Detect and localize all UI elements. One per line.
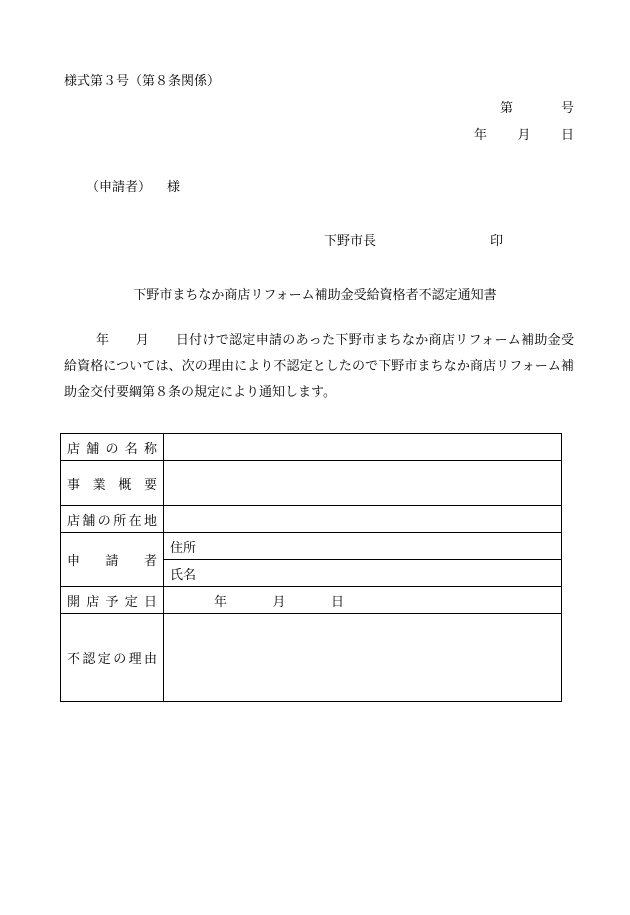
addressee-honorific: 様 — [167, 180, 181, 195]
opening-date-value — [164, 587, 562, 614]
date-day: 日 — [560, 128, 574, 143]
opening-month: 月 — [272, 594, 286, 610]
date-year: 年 — [474, 128, 488, 143]
table-row-store-name — [61, 434, 562, 461]
business-summary-label: 事業概要 — [61, 461, 164, 506]
form-number: 様式第３号（第８条関係） — [64, 74, 221, 89]
store-location-value — [164, 506, 562, 533]
table-row-opening-date — [61, 587, 562, 614]
body-paragraph: 年 月 日付けで認定申請のあった下野市まちなか商店リフォーム補助金受給資格については、次の理由により不認定としたので下野市まちなか商店リフォーム補助金交付要綱第８条の規定により通知します。 — [64, 333, 574, 400]
sender-title: 下野市長 — [324, 234, 377, 249]
table-row-store-location — [61, 506, 562, 533]
addressee-name: （申請者） — [86, 180, 152, 195]
store-name-label: 店舗の名称 — [61, 434, 164, 461]
table-row-applicant-address — [61, 533, 562, 560]
store-location-label: 店舗の所在地 — [61, 506, 164, 533]
addressee — [86, 176, 180, 195]
document-date — [474, 124, 574, 143]
business-summary-value — [164, 461, 562, 506]
applicant-label: 申請者 — [61, 533, 164, 587]
table-row-business-summary — [61, 461, 562, 506]
number-suffix: 号 — [560, 101, 574, 116]
table-row-reason — [61, 614, 562, 702]
opening-day: 日 — [330, 594, 344, 610]
applicant-name-label: 氏名 — [164, 560, 562, 587]
reason-value — [164, 614, 562, 702]
number-prefix: 第 — [500, 101, 514, 116]
document-title: 下野市まちなか商店リフォーム補助金受給資格者不認定通知書 — [133, 288, 497, 303]
reason-label: 不認定の理由 — [61, 614, 164, 702]
document-number — [500, 97, 574, 116]
opening-year: 年 — [214, 594, 228, 610]
opening-date-label: 開店予定日 — [61, 587, 164, 614]
store-name-value — [164, 434, 562, 461]
seal-mark: 印 — [490, 234, 504, 249]
date-month: 月 — [517, 128, 531, 143]
info-table — [60, 433, 562, 702]
applicant-address-label: 住所 — [164, 533, 562, 560]
